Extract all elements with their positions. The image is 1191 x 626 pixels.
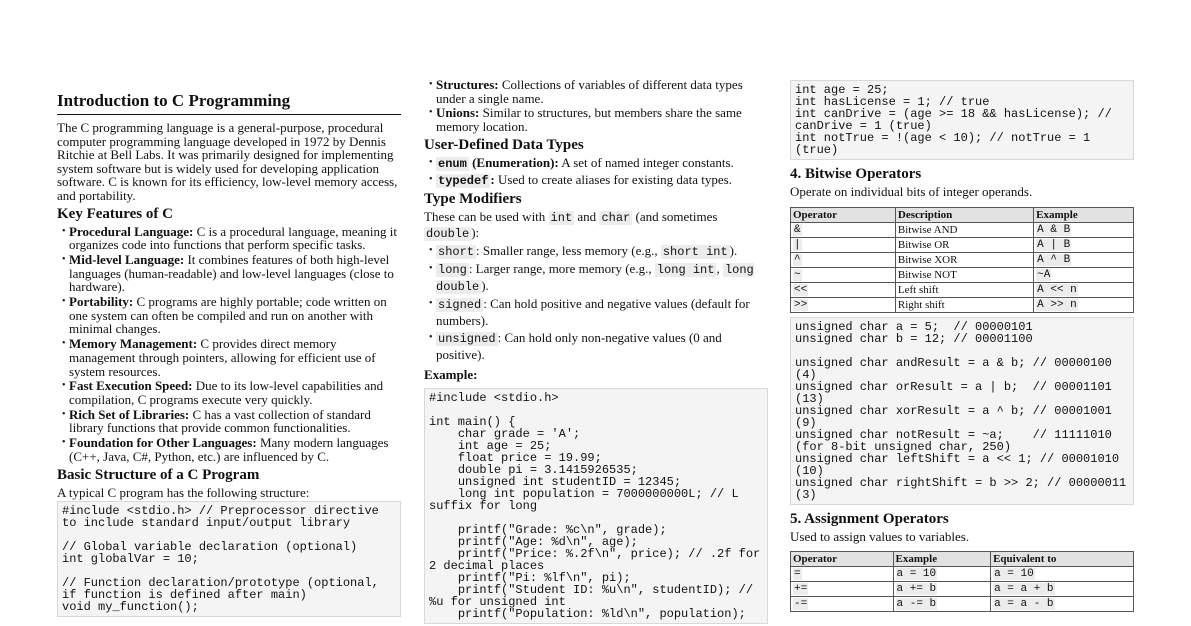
feature-term: Portability: [69,294,134,310]
type-text: Collections of variables of different data types under a single name. [436,77,743,106]
table-cell: & [794,223,801,236]
list-item [429,78,768,105]
udt-heading: User-Defined Data Types [424,136,584,153]
table-cell: Bitwise XOR [895,252,1033,267]
table-row [791,222,1134,237]
column-header: Example [1034,207,1134,222]
column-header: Operator [791,207,896,222]
structure-code-block: #include <stdio.h> // Preprocessor directive to include standard input/output library // Global variable declaration (optional) int globalVar = 10; // Function declaration/prototype (optional, if function is defined after main) void my_function(); [57,501,401,617]
list-item [62,225,401,252]
column-header: Description [895,207,1033,222]
feature-term: Fast Execution Speed: [69,378,193,394]
feature-text: C provides direct memory management through pointers, allowing for efficient use of system resources. [69,336,376,379]
text-run: : Smaller range, less memory (e.g., [476,243,661,259]
list-item [62,253,401,294]
udt-text: Used to create aliases for existing data types. [494,171,732,187]
feature-text: C programs are highly portable; code written on one system can often be compiled and run on another with minimal changes. [69,294,387,337]
inline-code: int [550,211,573,226]
assign-intro: Used to assign values to variables. [790,528,970,544]
text-run: : Can hold only non-negative values (0 and positive). [436,330,722,363]
text-run: (and sometimes [632,209,718,225]
logic-code-block: int age = 25; int hasLicense = 1; // true int canDrive = (age >= 18 && hasLicense); // canDrive = 1 (true) int notTrue = !(age < 10); // notTrue = 1 (true) [790,80,1134,160]
feature-text: C is a procedural language, meaning it organizes code into functions that perform specific tasks. [69,223,397,253]
table-cell: A & B [1037,223,1071,236]
list-item [62,379,401,406]
list-item [62,295,401,336]
feature-term: Procedural Language: [69,223,194,239]
features-heading: Key Features of C [57,205,173,222]
table-header-row [791,552,1134,567]
feature-text: It combines features of both high-level languages (human-readable) and low-level languages (close to hardware). [69,251,394,295]
table-cell: A >> n [1037,298,1077,311]
feature-term: Rich Set of Libraries: [69,406,190,422]
inline-code: short int [662,245,728,260]
bitwise-heading: 4. Bitwise Operators [790,166,922,182]
table-row [791,252,1134,267]
type-text: Similar to structures, but members share the same memory location. [436,105,742,135]
modifiers-heading: Type Modifiers [424,191,522,208]
inline-code: double [426,226,470,241]
inline-code: long [438,263,467,278]
derived-types-list [424,78,768,134]
table-cell: a -= b [896,598,937,611]
column-3 [790,80,1134,616]
udt-term: (Enumeration): [468,154,559,170]
table-cell: Right shift [895,297,1033,312]
text-run: : Larger range, more memory (e.g., [468,261,655,277]
table-cell: a = 10 [994,568,1034,581]
features-list [57,225,401,464]
feature-term: Memory Management: [69,336,198,352]
type-term: Structures: [436,77,499,92]
list-item [429,244,768,260]
text-run: These can be used with [424,209,549,225]
column-header: Operator [791,552,894,567]
text-run: , [716,261,723,277]
table-cell: a = a - b [994,598,1054,611]
bitwise-intro: Operate on individual bits of integer operands. [790,184,1033,199]
column-2 [424,78,768,626]
table-cell: Left shift [895,282,1033,297]
table-cell: a = 10 [896,568,937,581]
table-row [791,237,1134,252]
modifiers-intro [424,210,768,241]
bitwise-code-block: unsigned char a = 5; // 00000101 unsigned char b = 12; // 00001100 unsigned char andResult = a & b; // 00000100 (4) unsigned char orResult = a | b; // 00001101 (13) unsigned char xorResult = a ^ b; // 00001001 (9) unsigned char notResult = ~a; // 11111010 (for 8-bit unsigned char, 250) unsigned char leftShift = a << 1; // 00001010 (10) unsigned char rightShift = b >> 2; // 00000011 (3) [790,317,1134,505]
structure-intro: A typical C program has the following structure: [57,484,310,500]
table-header-row [791,207,1134,222]
list-item [62,408,401,435]
udt-code: enum [438,156,467,171]
udt-text: A set of named integer constants. [558,154,734,170]
table-row [791,597,1134,612]
modifiers-list [424,244,768,363]
list-item [429,330,768,363]
column-header: Equivalent to [991,552,1134,567]
table-cell: a = a + b [994,583,1054,596]
example-label: Example: [424,367,478,383]
page-title: Introduction to C Programming [57,91,401,115]
table-cell: | [794,238,801,251]
table-cell: = [794,568,801,581]
text-run: and [574,209,600,225]
table-cell: += [794,583,808,596]
feature-text: C has a vast collection of standard library functions that provide common functionalities. [69,406,371,436]
table-row [791,297,1134,312]
table-cell: A | B [1037,238,1071,251]
table-cell: ~ [794,268,801,281]
udt-term: : [490,171,495,187]
inline-code: signed [438,298,482,313]
table-cell: Bitwise OR [895,237,1033,252]
structure-heading: Basic Structure of a C Program [57,466,260,483]
text-run: ). [481,278,489,294]
text-run: ). [729,243,738,259]
list-item [429,296,768,329]
intro-paragraph: The C programming language is a general-purpose, procedural computer programming language developed in 1972 by Dennis Ritchie at Bell Labs. It was primarily designed for implementing system software but is widely used for developing application software. C is known for its efficiency, low-level memory access, and portability. [57,120,398,203]
table-cell: A << n [1037,283,1077,296]
inline-code: long int [656,263,715,278]
table-cell: ^ [794,253,801,266]
list-item [62,436,401,463]
list-item [429,261,768,295]
column-1 [57,91,401,623]
inline-code: short [438,245,475,260]
assign-heading: 5. Assignment Operators [790,510,949,527]
list-item [429,173,768,189]
table-row [791,582,1134,597]
text-run: ): [471,224,480,240]
text-run: : Can hold positive and negative values (default for numbers). [436,296,750,329]
feature-term: Mid-level Language: [69,251,185,267]
assign-table [790,551,1134,612]
table-cell: >> [794,298,808,311]
feature-term: Foundation for Other Languages: [69,435,257,451]
feature-text: Due to its low-level capabilities and compilation, C programs execute very quickly. [69,378,384,407]
bitwise-table [790,207,1134,313]
udt-code: typedef [438,173,489,188]
table-cell: ~A [1037,268,1051,281]
inline-code: char [601,211,631,226]
list-item [429,156,768,172]
list-item [62,337,401,378]
type-term: Unions: [436,105,480,121]
table-row [791,282,1134,297]
udt-list [424,156,768,188]
table-cell: Bitwise AND [895,222,1033,237]
inline-code: unsigned [438,332,496,347]
table-cell: A ^ B [1037,253,1071,266]
column-header: Example [893,552,991,567]
list-item [429,106,768,133]
example-code-block: #include <stdio.h> int main() { char grade = 'A'; int age = 25; float price = 19.99; double pi = 3.1415926535; unsigned int studentID = 12345; long int population = 7000000000L; // L suffix for long printf("Grade: %c\n", grade); printf("Age: %d\n", age); printf("Price: %.2f\n", price); // .2f for 2 decimal places printf("Pi: %lf\n", pi); printf("Student ID: %u\n", studentID); // %u for unsigned int printf("Population: %ld\n", population); [424,388,768,624]
table-row [791,267,1134,282]
table-cell: -= [794,598,808,611]
table-cell: Bitwise NOT [895,267,1033,282]
inline-code: long double [436,263,754,295]
table-row [791,567,1134,582]
feature-text: Many modern languages (C++, Java, C#, Python, etc.) are influenced by C. [69,435,389,464]
table-cell: a += b [896,583,937,596]
table-cell: << [794,283,808,296]
